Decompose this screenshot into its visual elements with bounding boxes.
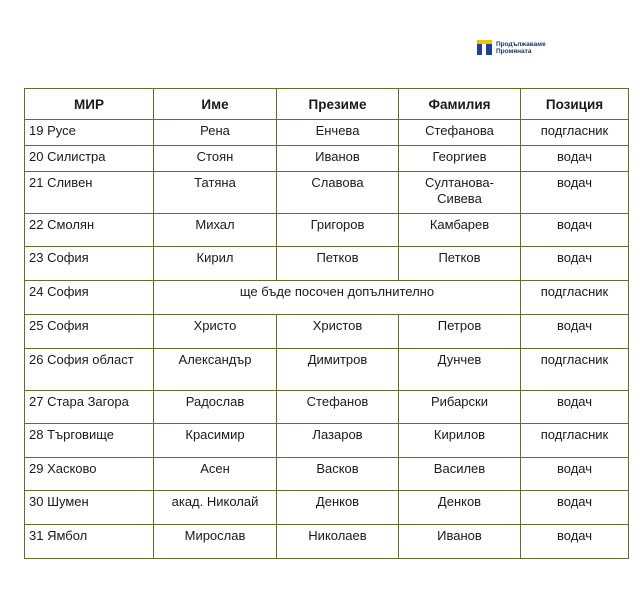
cell-first-name: Кирил	[154, 247, 277, 281]
header-mir: МИР	[25, 89, 154, 120]
cell-merged-note: ще бъде посочен допълнително	[154, 281, 521, 315]
cell-first-name: акад. Николай	[154, 491, 277, 525]
cell-middle-name: Лазаров	[277, 424, 399, 458]
cell-last-name: Георгиев	[399, 146, 521, 172]
cell-position: водач	[521, 491, 629, 525]
cell-middle-name: Николаев	[277, 525, 399, 559]
table-row	[25, 172, 629, 214]
cell-position: водач	[521, 525, 629, 559]
table-row	[25, 315, 629, 349]
cell-position: подгласник	[521, 120, 629, 146]
cell-position: водач	[521, 315, 629, 349]
cell-middle-name: Енчева	[277, 120, 399, 146]
cell-last-name: Петков	[399, 247, 521, 281]
cell-position: водач	[521, 391, 629, 424]
cell-last-name: Петров	[399, 315, 521, 349]
table-row	[25, 491, 629, 525]
cell-mir: 19 Русе	[25, 120, 154, 146]
header-last-name: Фамилия	[399, 89, 521, 120]
cell-first-name: Радослав	[154, 391, 277, 424]
cell-middle-name: Стефанов	[277, 391, 399, 424]
cell-last-name: Денков	[399, 491, 521, 525]
table-header-row	[25, 89, 629, 120]
cell-mir: 22 Смолян	[25, 214, 154, 247]
cell-first-name: Красимир	[154, 424, 277, 458]
cell-mir: 29 Хасково	[25, 458, 154, 491]
cell-position: водач	[521, 172, 629, 214]
table-row	[25, 281, 629, 315]
cell-first-name: Александър	[154, 349, 277, 391]
cell-middle-name: Васков	[277, 458, 399, 491]
cell-mir: 21 Сливен	[25, 172, 154, 214]
table-row	[25, 146, 629, 172]
cell-position: водач	[521, 214, 629, 247]
cell-last-name: Стефанова	[399, 120, 521, 146]
party-logo-text	[496, 41, 546, 55]
cell-first-name: Татяна	[154, 172, 277, 214]
cell-first-name: Мирослав	[154, 525, 277, 559]
cell-mir: 27 Стара Загора	[25, 391, 154, 424]
cell-mir: 26 София област	[25, 349, 154, 391]
table-row	[25, 214, 629, 247]
logo-line-1: Продължаваме	[496, 40, 546, 48]
cell-middle-name: Христов	[277, 315, 399, 349]
cell-mir: 30 Шумен	[25, 491, 154, 525]
header-middle-name: Презиме	[277, 89, 399, 120]
table-row	[25, 424, 629, 458]
party-logo	[477, 40, 546, 55]
party-logo-icon	[477, 40, 492, 55]
cell-position: подгласник	[521, 349, 629, 391]
cell-middle-name: Иванов	[277, 146, 399, 172]
table-row	[25, 458, 629, 491]
cell-last-name: Дунчев	[399, 349, 521, 391]
cell-mir: 23 София	[25, 247, 154, 281]
cell-middle-name: Денков	[277, 491, 399, 525]
cell-last-name: Кирилов	[399, 424, 521, 458]
logo-line-2: Промяната	[496, 47, 532, 55]
cell-middle-name: Димитров	[277, 349, 399, 391]
cell-first-name: Рена	[154, 120, 277, 146]
cell-position: водач	[521, 247, 629, 281]
cell-last-name: Иванов	[399, 525, 521, 559]
cell-mir: 24 София	[25, 281, 154, 315]
cell-middle-name: Григоров	[277, 214, 399, 247]
cell-middle-name: Славова	[277, 172, 399, 214]
table-row	[25, 120, 629, 146]
cell-position: подгласник	[521, 281, 629, 315]
header-first-name: Име	[154, 89, 277, 120]
cell-position: водач	[521, 146, 629, 172]
cell-last-name: Василев	[399, 458, 521, 491]
table-row	[25, 391, 629, 424]
cell-first-name: Христо	[154, 315, 277, 349]
cell-middle-name: Петков	[277, 247, 399, 281]
cell-mir: 31 Ямбол	[25, 525, 154, 559]
header-position: Позиция	[521, 89, 629, 120]
cell-last-name: Камбарев	[399, 214, 521, 247]
cell-last-name: Султанова-Сивева	[399, 172, 521, 214]
cell-mir: 28 Търговище	[25, 424, 154, 458]
table-row	[25, 247, 629, 281]
cell-last-name: Рибарски	[399, 391, 521, 424]
cell-first-name: Асен	[154, 458, 277, 491]
cell-mir: 25 София	[25, 315, 154, 349]
cell-mir: 20 Силистра	[25, 146, 154, 172]
table-row	[25, 525, 629, 559]
cell-first-name: Стоян	[154, 146, 277, 172]
candidates-table	[24, 88, 629, 559]
cell-position: подгласник	[521, 424, 629, 458]
cell-first-name: Михал	[154, 214, 277, 247]
table-row	[25, 349, 629, 391]
cell-position: водач	[521, 458, 629, 491]
